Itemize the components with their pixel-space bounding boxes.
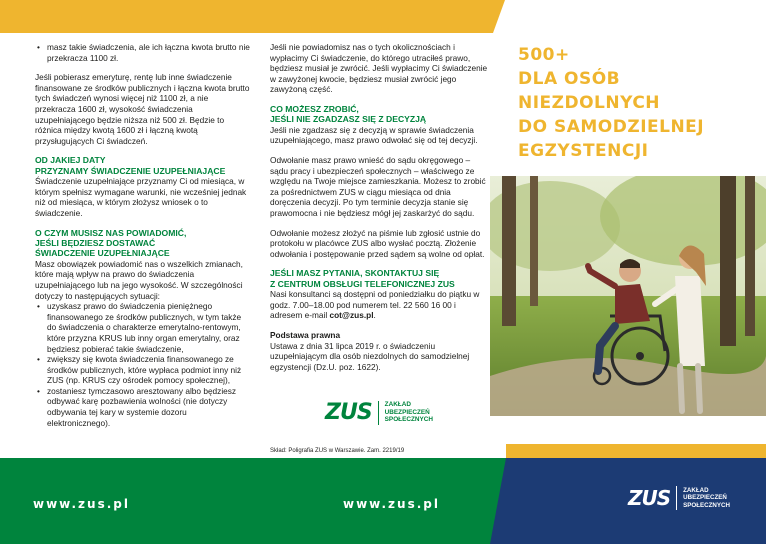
email-link[interactable]: cot@zus.pl <box>329 310 374 321</box>
column-middle <box>270 42 490 381</box>
cover-title: 500+ DLA OSÓB NIEZDOLNYCH DO SAMODZIELNEJ EGZYSTENCJI <box>518 45 705 161</box>
section-heading-contact: JEŚLI MASZ PYTANIA, SKONTAKTUJ SIĘ Z CENTRUM OBSŁUGI TELEFONICZNEJ ZUS <box>270 268 455 289</box>
paragraph: Świadczenie uzupełniające przyznamy Ci od miesiąca, w którym spełnisz wymagane warunki, nie wcześniej jednak niż od miesiąca, w którym złożysz wniosek o to świadczenie. <box>35 176 247 218</box>
list-item: • masz takie świadczenia, ale ich łączna kwota brutto nie przekracza 1100 zł. <box>35 42 250 63</box>
zus-logo-org-name: ZAKŁAD UBEZPIECZEŃ SPOŁECZNYCH <box>384 401 433 424</box>
cover-photo <box>490 176 766 416</box>
paragraph: Jeśli nie zgadzasz się z decyzją w sprawie świadczenia uzupełniającego, masz prawo odwołać się od tej decyzji. <box>270 124 478 146</box>
list-item: • zwiększy się kwota świadczenia finansowanego ze środków publicznych, które wypłaca podmiot inny niż ZUS (np. KRUS czy ośrodek pomocy społecznej), <box>35 354 250 386</box>
footer-green-band-tip <box>490 458 506 544</box>
footer-gold-band <box>506 444 766 458</box>
column-left <box>35 42 250 428</box>
list-item: • uzyskasz prawo do świadczenia pieniężnego finansowanego ze środków publicznych, w tym także do świadczenia o charakterze emerytalno-rentowym, które przyzna KRUS lub inny organ emerytalny, oraz będziesz pobierać takie świadczenie, <box>35 301 250 354</box>
logo-divider <box>378 401 379 425</box>
paragraph: Jeśli nie powiadomisz nas o tych okolicznościach i wypłacimy Ci świadczenie, do którego utraciłeś prawo, będziesz musiał je zwrócić. Jeśli wypłacimy Ci świadczenie w zawyżonej kwocie, będziesz musiał zwrócić jego zawyżoną część. <box>270 42 488 95</box>
zus-logo <box>325 400 433 425</box>
top-gold-band <box>0 0 493 33</box>
contact-paragraph: Nasi konsultanci są dostępni od poniedziałku do piątku w godz. 7.00–18.00 pod numerem tel. 22 560 16 00 i adresem e-mail cot@zus.pl. <box>270 289 480 321</box>
paragraph: Jeśli pobierasz emeryturę, rentę lub inne świadczenie finansowane ze środków publicznych i łączna kwota brutto tych świadczeń wynosi więcej niż 1100 zł, a nie przekracza 1600 zł, wysokość świadczenia uzupełniającego będzie niższa niż 500 zł. Będzie to różnica między kwotą 1600 zł i łączną kwotą przysługujących Ci świadczeń. <box>35 72 250 146</box>
legal-basis-heading: Podstawa prawna <box>270 329 341 340</box>
print-imprint: Skład: Poligrafia ZUS w Warszawie. Zam. 2219/19 <box>270 448 405 454</box>
legal-basis-text: Ustawa z dnia 31 lipca 2019 r. o świadczeniu uzupełniającym dla osób niezdolnych do samodzielnej egzystencji (Dz.U. poz. 1622). <box>270 340 470 372</box>
park-wheelchair-illustration <box>490 176 766 416</box>
website-link[interactable]: www.zus.pl <box>33 497 130 511</box>
list-item: • zostaniesz tymczasowo aresztowany albo będziesz odbywać karę pozbawienia wolności (nie dotyczy odbywania tej kary w systemie dozoru elektronicznego). <box>35 386 250 428</box>
zus-logo-org-name: ZAKŁAD UBEZPIECZEŃ SPOŁECZNYCH <box>683 487 730 509</box>
zus-logo-footer <box>628 486 730 510</box>
bullet-list-top <box>35 42 250 63</box>
bullet-list-notify <box>35 301 250 428</box>
zus-logo-wordmark: ZUS <box>325 400 372 425</box>
zus-logo-wordmark: ZUS <box>628 486 671 510</box>
section-heading-notify: O CZYM MUSISZ NAS POWIADOMIĆ, JEŚLI BĘDZIESZ DOSTAWAĆ ŚWIADCZENIE UZUPEŁNIAJĄCE <box>35 227 187 259</box>
website-link[interactable]: www.zus.pl <box>343 497 440 511</box>
paragraph: Masz obowiązek powiadomić nas o wszelkich zmianach, które mają wpływ na prawo do świadczenia uzupełniającego lub na jego wysokość. W szczególności dotyczy to następujących sytuacji: <box>35 258 243 301</box>
paragraph: Odwołanie możesz złożyć na piśmie lub zgłosić ustnie do protokołu w placówce ZUS albo wysłać pocztą. Złożenie odwołania i postępowanie przed sądem są wolne od opłat. <box>270 227 485 259</box>
top-gold-band-tip <box>493 0 505 33</box>
section-heading-date: OD JAKIEJ DATY PRZYZNAMY ŚWIADCZENIE UZUPEŁNIAJĄCE <box>35 155 226 176</box>
section-heading-appeal: CO MOŻESZ ZROBIĆ, JEŚLI NIE ZGADZASZ SIĘ Z DECYZJĄ <box>270 103 427 125</box>
logo-divider <box>676 486 677 510</box>
paragraph: Odwołanie masz prawo wnieść do sądu okręgowego – sądu pracy i ubezpieczeń społecznych – właściwego ze względu na Twoje miejsce zamieszkania. Możesz to zrobić za pośrednictwem ZUS w ciągu miesiąca od dnia doręczenia decyzji. Po tym terminie decyzja stanie się prawomocna i nie będziesz mógł jej zaskarżyć do sądu. <box>270 154 486 218</box>
